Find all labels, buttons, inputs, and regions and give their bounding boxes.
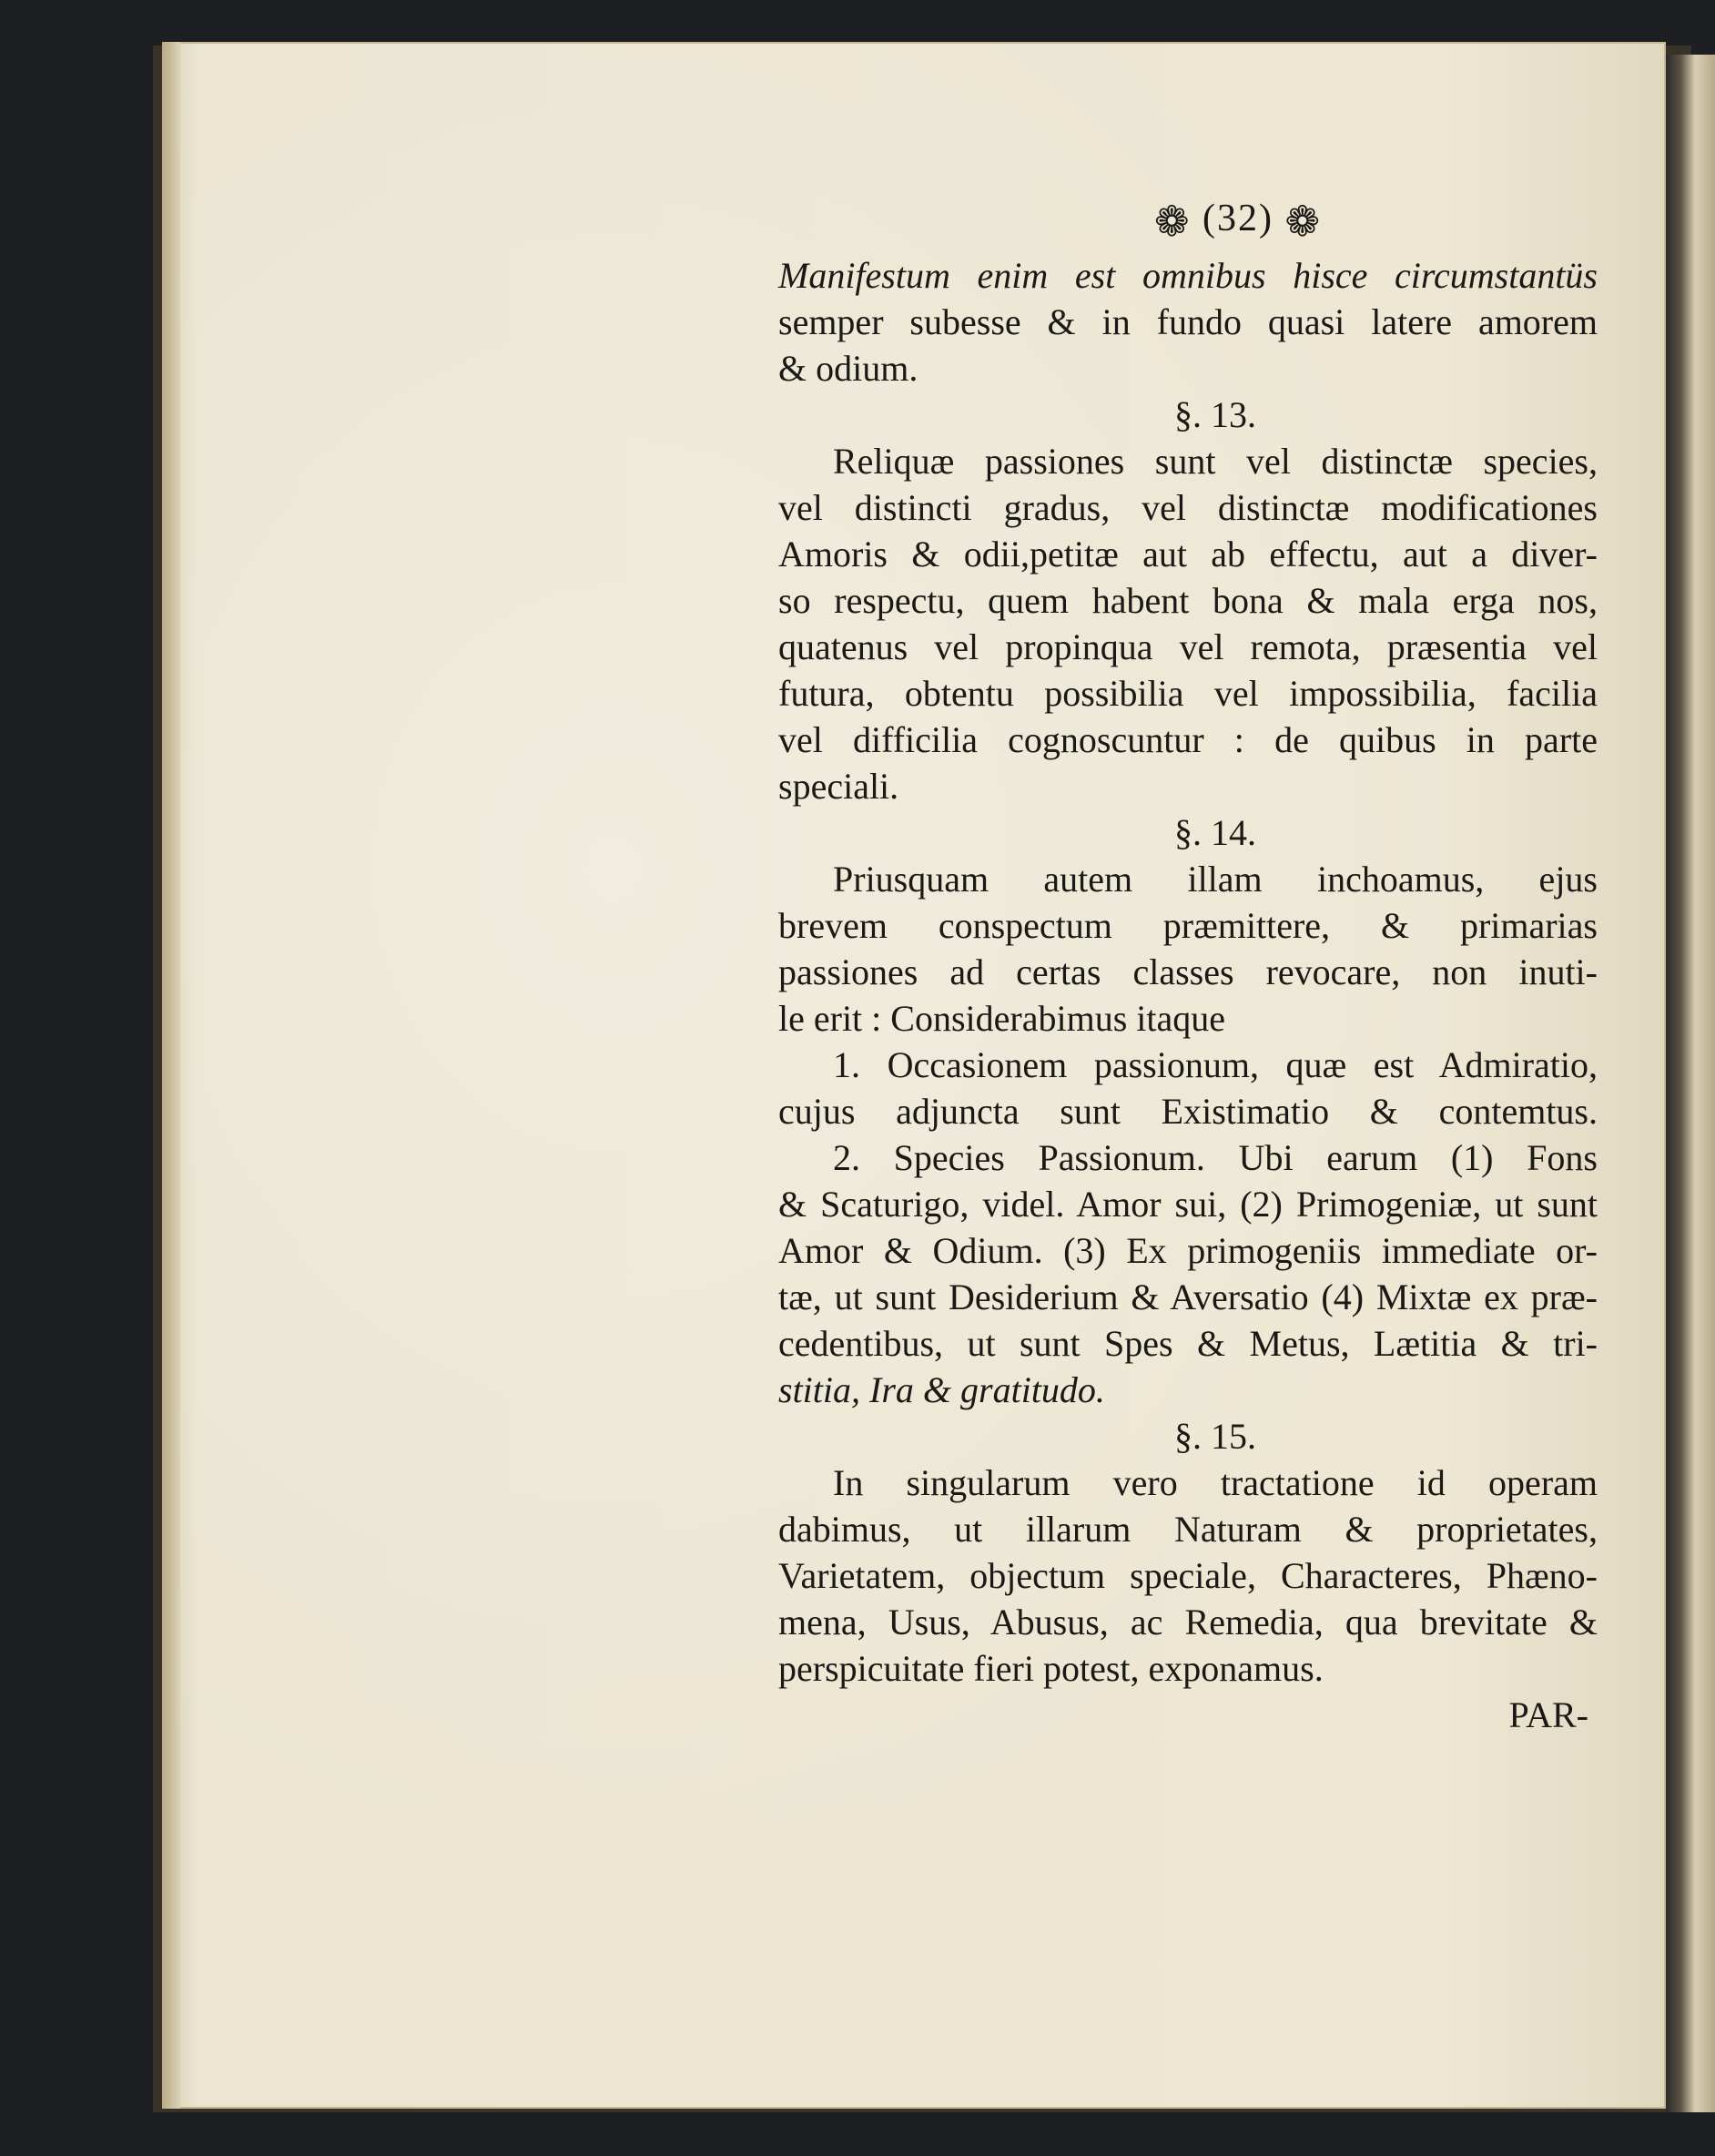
text-line: mena, Usus, Abusus, ac Remedia, qua brevitate & (778, 1602, 1598, 1642)
text-line: & Scaturigo, videl. Amor sui, (2) Primogeniæ, ut sunt (778, 1184, 1598, 1225)
text-line: vel distincti gradus, vel distinctæ modificationes (778, 487, 1598, 528)
text-line: futura, obtentu possibilia vel impossibilia, facilia (778, 673, 1598, 714)
page-gutter (162, 42, 180, 2109)
text-line: Reliquæ passiones sunt vel distinctæ species, (833, 441, 1598, 482)
ornament-right-icon: ❁ (1284, 198, 1323, 245)
text-line: cujus adjuncta sunt Existimatio & contemtus. (778, 1091, 1598, 1132)
text-line: semper subesse & in fundo quasi latere amorem (778, 301, 1598, 342)
text-line: passiones ad certas classes revocare, non inuti- (778, 951, 1598, 992)
text-line: vel difficilia cognoscuntur : de quibus in parte (778, 719, 1598, 760)
section-heading: §. 13. (1174, 394, 1256, 435)
text-line: Varietatem, objectum speciale, Characteres, Phæno- (778, 1555, 1598, 1596)
text-line: dabimus, ut illarum Naturam & proprietates, (778, 1509, 1598, 1550)
text-line: stitia, Ira & gratitudo. (778, 1369, 1105, 1410)
adjacent-page-edge (1666, 55, 1715, 2112)
catchword: PAR- (1508, 1694, 1588, 1735)
text-line: brevem conspectum præmittere, & primarias (778, 905, 1598, 946)
text-line: Amoris & odii,petitæ aut ab effectu, aut a diver- (778, 534, 1598, 575)
text-line: Manifestum enim est omnibus hisce circumstantüs (778, 255, 1598, 296)
text-line: 2. Species Passionum. Ubi earum (1) Fons (833, 1137, 1598, 1178)
text-line: cedentibus, ut sunt Spes & Metus, Lætitia & tri- (778, 1323, 1598, 1364)
text-line: & odium. (778, 348, 918, 389)
section-heading: §. 15. (1174, 1416, 1256, 1457)
text-line: quatenus vel propinqua vel remota, præsentia vel (778, 626, 1598, 667)
page-number: (32) (1203, 198, 1274, 239)
text-line: In singularum vero tractatione id operam (833, 1462, 1598, 1503)
text-line: so respectu, quem habent bona & mala erga nos, (778, 580, 1598, 621)
page-header (878, 196, 1598, 252)
section-heading: §. 14. (1174, 812, 1256, 853)
ornament-left-icon: ❁ (1153, 198, 1192, 245)
text-line: speciali. (778, 766, 899, 807)
text-line: perspicuitate fieri potest, exponamus. (778, 1648, 1324, 1689)
text-line: Amor & Odium. (3) Ex primogeniis immediate or- (778, 1230, 1598, 1271)
text-line: Priusquam autem illam inchoamus, ejus (833, 859, 1598, 900)
text-line: tæ, ut sunt Desiderium & Aversatio (4) Mixtæ ex præ- (778, 1276, 1598, 1317)
text-line: le erit : Considerabimus itaque (778, 998, 1225, 1039)
page-text-block (778, 196, 1598, 1738)
text-line: 1. Occasionem passionum, quæ est Admiratio, (833, 1044, 1598, 1085)
